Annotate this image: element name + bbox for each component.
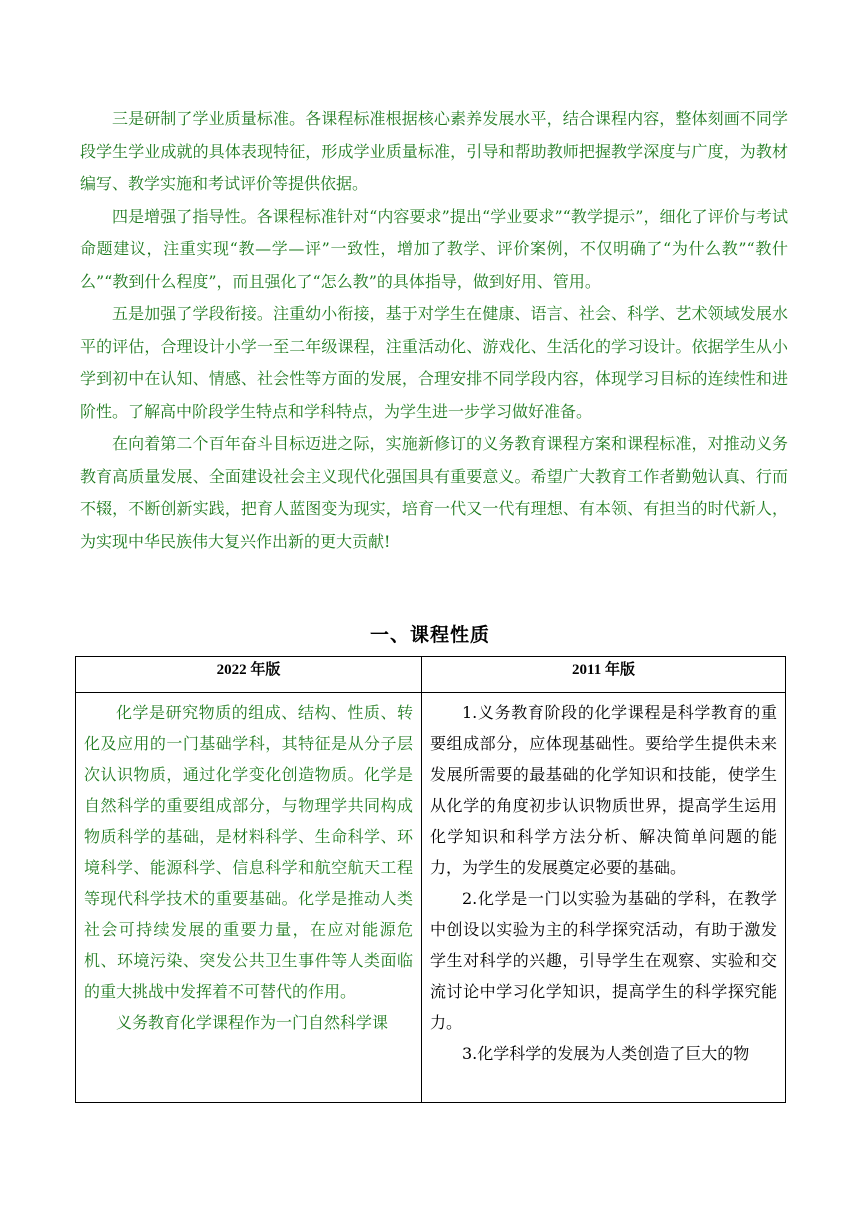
cell-paragraph: 3.化学科学的发展为人类创造了巨大的物 — [462, 1044, 750, 1063]
cell-2022 — [76, 693, 422, 1103]
cell-paragraph: 义务教育化学课程作为一门自然科学课 — [116, 1013, 389, 1032]
cell-paragraph: 化学是研究物质的组成、结构、性质、转化及应用的一门基础学科，其特征是从分子层次认识物质，通过化学变化创造物质。化学是自然科学的重要组成部分，与物理学共同构成物质科学的基础，是材料科学、生命科学、环境科学、能源科学、信息科学和航空航天工程等现代科学技术的重要基础。化学是推动人类社会可持续发展的重要力量，在应对能源危机、环境污染、突发公共卫生事件等人类面临的重大挑战中发挥着不可替代的作用。 — [84, 703, 413, 1001]
comparison-table — [75, 656, 786, 1103]
intro-paragraph: 三是研制了学业质量标准。各课程标准根据核心素养发展水平，结合课程内容，整体刻画不同学段学生学业成就的具体表现特征，形成学业质量标准，引导和帮助教师把握教学深度与广度，为教材编写、教学实施和考试评价等提供依据。 — [80, 109, 788, 193]
cell-paragraph: 2.化学是一门以实验为基础的学科，在教学中创设以实验为主的科学探究活动，有助于激发学生对科学的兴趣，引导学生在观察、实验和交流讨论中学习化学知识，提高学生的科学探究能力。 — [430, 889, 777, 1032]
header-2022: 2022 年版 — [76, 657, 422, 693]
table-row — [76, 693, 786, 1103]
header-2011: 2011 年版 — [422, 657, 786, 693]
intro-text — [80, 103, 788, 558]
cell-paragraph: 1.义务教育阶段的化学课程是科学教育的重要组成部分，应体现基础性。要给学生提供未来发展所需要的最基础的化学知识和技能，使学生从化学的角度初步认识物质世界，提高学生运用化学知识和科学方法分析、解决简单问题的能力，为学生的发展奠定必要的基础。 — [430, 703, 777, 877]
intro-paragraph: 五是加强了学段衔接。注重幼小衔接，基于对学生在健康、语言、社会、科学、艺术领域发展水平的评估，合理设计小学一至二年级课程，注重活动化、游戏化、生活化的学习设计。依据学生从小学到初中在认知、情感、社会性等方面的发展，合理安排不同学段内容，体现学习目标的连续性和进阶性。了解高中阶段学生特点和学科特点，为学生进一步学习做好准备。 — [80, 304, 788, 421]
cell-2011 — [422, 693, 786, 1103]
intro-paragraph: 四是增强了指导性。各课程标准针对“内容要求”提出“学业要求”“教学提示”，细化了评价与考试命题建议，注重实现“教—学—评”一致性，增加了教学、评价案例，不仅明确了“为什么教”“教什么”“教到什么程度”，而且强化了“怎么教”的具体指导，做到好用、管用。 — [80, 206, 788, 291]
section-title: 一、课程性质 — [369, 624, 490, 646]
intro-paragraph: 在向着第二个百年奋斗目标迈进之际，实施新修订的义务教育课程方案和课程标准，对推动义务教育高质量发展、全面建设社会主义现代化强国具有重要意义。希望广大教育工作者勤勉认真、行而不辍，不断创新实践，把育人蓝图变为现实，培育一代又一代有理想、有本领、有担当的时代新人，为实现中华民族伟大复兴作出新的更大贡献! — [80, 434, 788, 551]
table-header-row — [76, 657, 786, 693]
